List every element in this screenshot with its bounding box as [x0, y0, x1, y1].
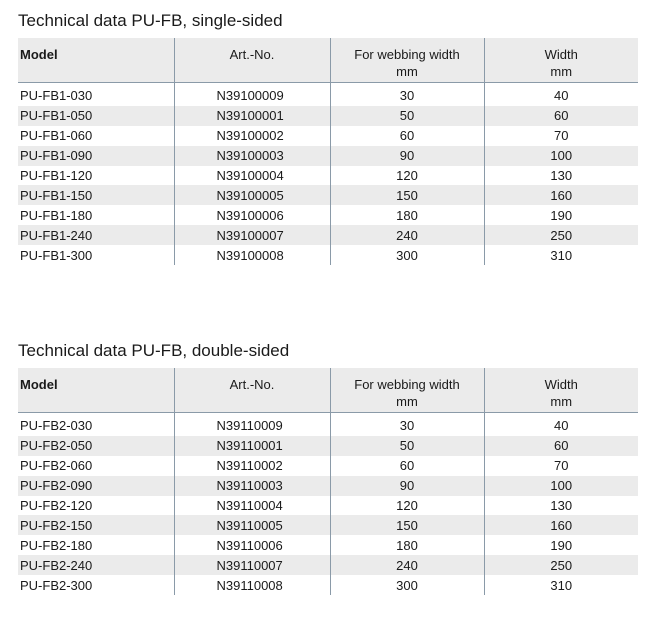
- cell-webbing-width: 150: [330, 185, 484, 205]
- column-header-model: Model: [18, 368, 174, 413]
- cell-webbing-width: 90: [330, 146, 484, 166]
- column-header-art-no: Art.-No.: [174, 38, 330, 83]
- cell-art-no: N39110009: [174, 413, 330, 436]
- cell-webbing-width: 300: [330, 575, 484, 595]
- table-row: [18, 205, 638, 225]
- cell-art-no: N39100004: [174, 166, 330, 186]
- cell-webbing-width: 120: [330, 496, 484, 516]
- column-header-width: Width mm: [484, 368, 638, 413]
- cell-art-no: N39110008: [174, 575, 330, 595]
- cell-webbing-width: 300: [330, 245, 484, 265]
- cell-webbing-width: 240: [330, 555, 484, 575]
- cell-model: PU-FB2-030: [20, 418, 93, 434]
- cell-width: 310: [484, 575, 638, 595]
- cell-width: 60: [484, 106, 638, 126]
- cell-art-no: N39100009: [174, 83, 330, 106]
- cell-art-no: N39100001: [174, 106, 330, 126]
- cell-webbing-width: 180: [330, 205, 484, 225]
- cell-webbing-width: 150: [330, 515, 484, 535]
- cell-width: 40: [484, 83, 638, 106]
- table-row: [18, 106, 638, 126]
- cell-art-no: N39100003: [174, 146, 330, 166]
- cell-webbing-width: 60: [330, 456, 484, 476]
- cell-width: 250: [484, 225, 638, 245]
- table-title: Technical data PU-FB, double-sided: [18, 341, 290, 360]
- cell-width: 60: [484, 436, 638, 456]
- table-header-row: [18, 38, 638, 83]
- cell-art-no: N39110007: [174, 555, 330, 575]
- cell-art-no: N39110005: [174, 515, 330, 535]
- cell-model: PU-FB1-060: [20, 128, 93, 144]
- table-row: [18, 185, 638, 205]
- technical-data-table: [18, 38, 638, 265]
- cell-model: PU-FB2-090: [18, 476, 174, 496]
- cell-webbing-width: 60: [330, 126, 484, 146]
- cell-width: 130: [484, 496, 638, 516]
- table-title: Technical data PU-FB, single-sided: [18, 11, 283, 30]
- table-row: [18, 413, 638, 436]
- cell-width: 70: [484, 126, 638, 146]
- cell-model: PU-FB1-090: [18, 146, 174, 166]
- table-row: [18, 476, 638, 496]
- cell-art-no: N39110006: [174, 535, 330, 555]
- cell-model: PU-FB2-120: [20, 498, 93, 513]
- cell-model: PU-FB2-300: [20, 577, 93, 593]
- column-header-width: Width mm: [484, 38, 638, 83]
- table-row: [18, 575, 638, 595]
- column-header-webbing-width: For webbing width mm: [330, 368, 484, 413]
- column-header-art-no: Art.-No.: [174, 368, 330, 413]
- cell-width: 190: [484, 535, 638, 555]
- table-section-double-sided: [18, 338, 638, 595]
- cell-art-no: N39110004: [174, 496, 330, 516]
- table-row: [18, 555, 638, 575]
- table-row: [18, 496, 638, 516]
- cell-webbing-width: 120: [330, 166, 484, 186]
- cell-model: PU-FB2-180: [20, 537, 93, 553]
- cell-width: 250: [484, 555, 638, 575]
- table-row: [18, 515, 638, 535]
- cell-art-no: N39100007: [174, 225, 330, 245]
- cell-width: 130: [484, 166, 638, 186]
- cell-model: PU-FB2-050: [18, 436, 174, 456]
- cell-webbing-width: 180: [330, 535, 484, 555]
- cell-model: PU-FB1-050: [18, 106, 174, 126]
- cell-model: PU-FB2-150: [18, 515, 174, 535]
- table-row: [18, 225, 638, 245]
- cell-width: 310: [484, 245, 638, 265]
- cell-art-no: N39110003: [174, 476, 330, 496]
- column-header-webbing-width: For webbing width mm: [330, 38, 484, 83]
- table-section-single-sided: [18, 8, 638, 265]
- cell-art-no: N39100002: [174, 126, 330, 146]
- cell-model: PU-FB2-060: [20, 458, 93, 474]
- cell-width: 40: [484, 413, 638, 436]
- cell-model: PU-FB1-120: [20, 168, 93, 183]
- table-row: [18, 146, 638, 166]
- cell-model: PU-FB1-030: [20, 88, 93, 104]
- cell-webbing-width: 30: [330, 83, 484, 106]
- cell-model: PU-FB1-180: [20, 207, 93, 223]
- cell-art-no: N39110002: [174, 456, 330, 476]
- cell-width: 70: [484, 456, 638, 476]
- cell-width: 100: [484, 476, 638, 496]
- column-header-model: Model: [18, 38, 174, 83]
- table-header-row: [18, 368, 638, 413]
- cell-model: PU-FB1-300: [20, 247, 93, 263]
- cell-art-no: N39110001: [174, 436, 330, 456]
- cell-width: 160: [484, 515, 638, 535]
- table-row: [18, 83, 638, 106]
- table-row: [18, 456, 638, 476]
- table-row: [18, 436, 638, 456]
- cell-webbing-width: 240: [330, 225, 484, 245]
- cell-width: 190: [484, 205, 638, 225]
- cell-art-no: N39100008: [174, 245, 330, 265]
- cell-webbing-width: 90: [330, 476, 484, 496]
- cell-width: 160: [484, 185, 638, 205]
- table-row: [18, 166, 638, 186]
- table-row: [18, 535, 638, 555]
- cell-model: PU-FB2-240: [18, 555, 174, 575]
- cell-webbing-width: 50: [330, 106, 484, 126]
- cell-art-no: N39100005: [174, 185, 330, 205]
- table-row: [18, 245, 638, 265]
- technical-data-table: [18, 368, 638, 595]
- cell-model: PU-FB1-150: [18, 185, 174, 205]
- cell-width: 100: [484, 146, 638, 166]
- cell-art-no: N39100006: [174, 205, 330, 225]
- cell-webbing-width: 30: [330, 413, 484, 436]
- cell-webbing-width: 50: [330, 436, 484, 456]
- cell-model: PU-FB1-240: [18, 225, 174, 245]
- table-row: [18, 126, 638, 146]
